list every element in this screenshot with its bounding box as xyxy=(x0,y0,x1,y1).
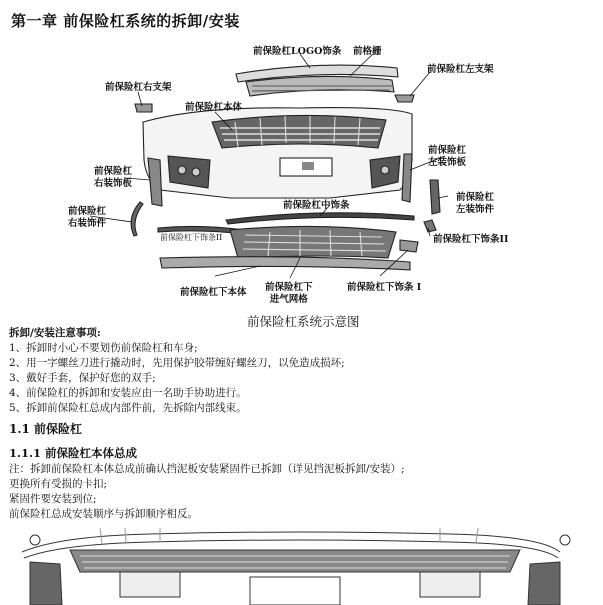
note-item: 1、拆卸时小心不要划伤前保险杠和车身; xyxy=(9,342,198,354)
left-trim-panel-part xyxy=(402,154,412,202)
label-bumper-body: 前保险杠本体 xyxy=(185,102,243,113)
bumper-body-figure xyxy=(0,522,603,605)
label-left-trim-panel: 前保险杠 左装饰板 xyxy=(428,145,467,168)
right-bracket-part xyxy=(135,104,152,112)
diagram-caption: 前保险杠系统示意图 xyxy=(247,314,360,329)
left-bracket-part xyxy=(395,95,414,102)
label-lower-trim-i: 前保险杠下饰条 I xyxy=(347,282,422,293)
note-item: 5、拆卸前保险杠总成内部件前，先拆除内部线束。 xyxy=(9,402,247,414)
note-item: 2、用一字螺丝刀进行撬动时，先用保护胶带缠好螺丝刀，以免造成损坏; xyxy=(9,357,345,369)
part-stamp-label: 前保险杠下饰条II xyxy=(160,233,223,242)
middle-trim-part xyxy=(226,213,414,224)
lower-trim-ii-right-part xyxy=(424,220,436,232)
note-item: 4、前保险杠的拆卸和安装应由一名助手协助进行。 xyxy=(9,387,247,399)
label-right-trim-piece: 前保险杠 右装饰件 xyxy=(68,206,107,229)
label-middle-trim: 前保险杠中饰条 xyxy=(283,200,350,211)
section-line: 前保险杠总成安装顺序与拆卸顺序相反。 xyxy=(9,508,198,520)
label-right-bracket: 前保险杠右支架 xyxy=(105,82,172,93)
section-line: 更换所有受损的卡扣; xyxy=(9,478,108,490)
lower-body-part xyxy=(160,257,410,270)
label-lower-intake-grille: 前保险杠下 进气网格 xyxy=(265,282,313,305)
left-trim-piece-part xyxy=(430,180,440,214)
chapter-title: 第一章 前保险杠系统的拆卸/安装 xyxy=(11,12,240,30)
note-item: 3、戴好手套，保护好您的双手; xyxy=(9,372,156,384)
label-right-trim-panel: 前保险杠 右装饰板 xyxy=(94,166,133,189)
bumper-exploded-diagram xyxy=(0,30,603,310)
label-lower-body: 前保险杠下本体 xyxy=(180,287,247,298)
label-logo-strip: 前保险杠LOGO饰条 xyxy=(253,46,342,57)
label-left-trim-piece: 前保险杠 左装饰件 xyxy=(456,192,495,215)
label-front-grille: 前格栅 xyxy=(353,46,382,57)
lower-trim-i-part xyxy=(400,240,418,252)
right-trim-piece-part xyxy=(131,202,143,236)
section-note: 注：拆卸前保险杠本体总成前确认挡泥板安装紧固件已拆卸（详见挡泥板拆卸/安装）; xyxy=(9,463,405,475)
section-line: 紧固件要安装到位; xyxy=(9,493,97,505)
section-heading-1-1-1: 1.1.1 前保险杠本体总成 xyxy=(9,446,138,460)
label-lower-trim-ii: 前保险杠下饰条II xyxy=(433,234,509,245)
section-heading-1-1: 1.1 前保险杠 xyxy=(9,422,83,436)
right-trim-panel-part xyxy=(148,158,162,206)
label-left-bracket: 前保险杠左支架 xyxy=(427,64,494,75)
notes-heading: 拆卸/安装注意事项: xyxy=(9,327,101,339)
